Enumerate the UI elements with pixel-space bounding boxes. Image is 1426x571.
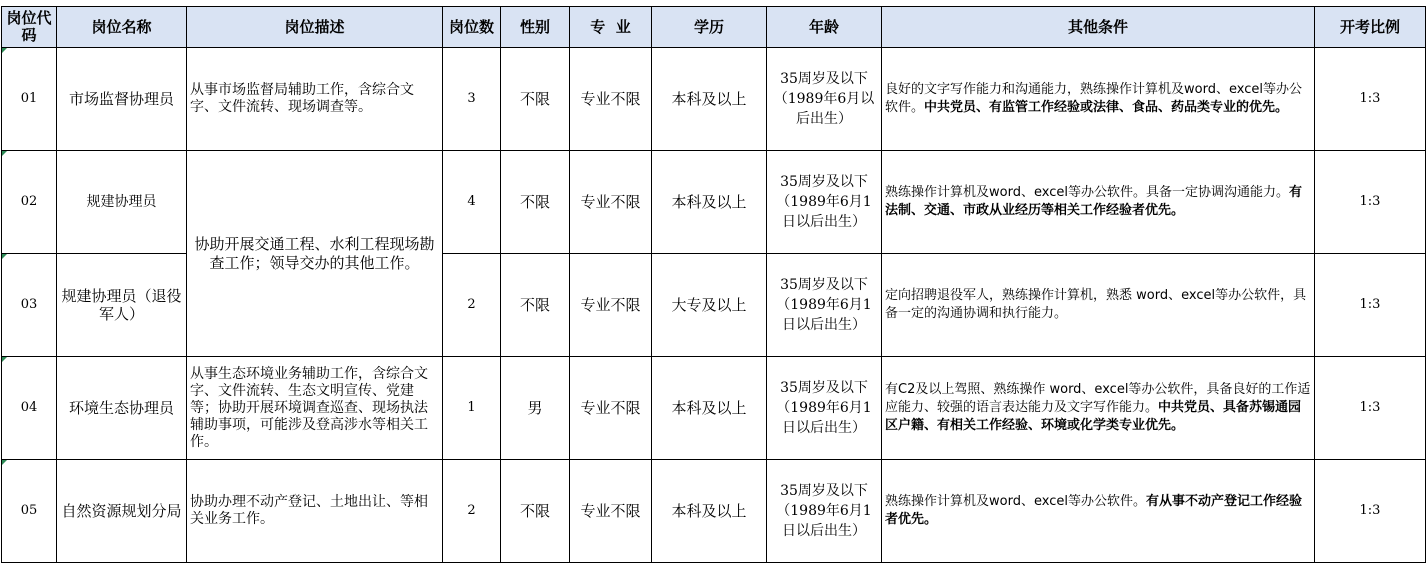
cell-major: 专业不限 <box>570 48 652 151</box>
cell-marker <box>2 151 7 156</box>
cell-desc-merged: 协助开展交通工程、水利工程现场勘查工作；领导交办的其他工作。 <box>187 151 443 357</box>
header-major: 专 业 <box>570 7 652 48</box>
table-row <box>2 48 1426 151</box>
header-row <box>2 7 1426 48</box>
cell-marker <box>2 48 7 53</box>
cell-edu: 大专及以上 <box>652 254 767 357</box>
other-normal: 熟练操作计算机及word、excel等办公软件。具备一定协调沟通能力。 <box>885 185 1289 200</box>
cell-other <box>882 48 1315 151</box>
cell-edu: 本科及以上 <box>652 460 767 563</box>
code-text: 03 <box>20 297 38 312</box>
cell-count: 1 <box>443 357 501 460</box>
cell-edu: 本科及以上 <box>652 151 767 254</box>
cell-gender: 不限 <box>501 48 570 151</box>
cell-marker <box>2 357 7 362</box>
code-text: 05 <box>20 503 38 518</box>
cell-name: 规建协理员 <box>57 151 187 254</box>
other-normal: 良好的文字写作能力和沟通能力，熟练操作计算机及word、excel等办公软件。 <box>885 82 1302 115</box>
code-text: 01 <box>20 91 38 106</box>
cell-major: 专业不限 <box>570 151 652 254</box>
header-count: 岗位数 <box>443 7 501 48</box>
cell-count: 4 <box>443 151 501 254</box>
table-row <box>2 357 1426 460</box>
cell-desc: 从事生态环境业务辅助工作，含综合文字、文件流转、生态文明宣传、党建等；协助开展环境调查巡查、现场执法辅助事项，可能涉及登高涉水等相关工作。 <box>187 357 443 460</box>
code-text: 02 <box>20 194 38 209</box>
other-normal: 有C2及以上驾照、熟练操作 word、excel等办公软件，具备良好的工作适应能力、较强的语言表达能力及文字写作能力。 <box>885 382 1311 415</box>
table-row <box>2 151 1426 254</box>
other-priority: 有法制、交通、市政从业经历等相关工作经验者优先。 <box>885 185 1302 218</box>
header-ratio: 开考比例 <box>1315 7 1426 48</box>
other-priority: 有从事不动产登记工作经验者优先。 <box>885 494 1302 527</box>
cell-age: 35周岁及以下（1989年6月1日以后出生） <box>767 460 882 563</box>
cell-edu: 本科及以上 <box>652 48 767 151</box>
code-text: 04 <box>20 400 38 415</box>
cell-code <box>2 254 57 357</box>
cell-name: 市场监督协理员 <box>57 48 187 151</box>
cell-age: 35周岁及以下（1989年6月1日以后出生） <box>767 357 882 460</box>
other-priority: 中共党员、具备苏锡通园区户籍、有相关工作经验、环境或化学类专业优先。 <box>885 400 1302 433</box>
cell-other <box>882 151 1315 254</box>
job-posting-table <box>1 6 1426 563</box>
cell-count: 2 <box>443 460 501 563</box>
cell-marker <box>2 254 7 259</box>
cell-ratio: 1:3 <box>1315 460 1426 563</box>
cell-code <box>2 357 57 460</box>
header-code: 岗位代码 <box>2 7 57 48</box>
header-name: 岗位名称 <box>57 7 187 48</box>
cell-desc: 协助办理不动产登记、土地出让、等相关业务工作。 <box>187 460 443 563</box>
cell-name: 规建协理员（退役军人） <box>57 254 187 357</box>
cell-ratio: 1:3 <box>1315 357 1426 460</box>
cell-marker <box>2 460 7 465</box>
header-age: 年龄 <box>767 7 882 48</box>
cell-edu: 本科及以上 <box>652 357 767 460</box>
header-other: 其他条件 <box>882 7 1315 48</box>
cell-gender: 不限 <box>501 460 570 563</box>
cell-gender: 男 <box>501 357 570 460</box>
cell-name: 环境生态协理员 <box>57 357 187 460</box>
header-desc: 岗位描述 <box>187 7 443 48</box>
cell-age: 35周岁及以下（1989年6月以后出生） <box>767 48 882 151</box>
table-row <box>2 460 1426 563</box>
header-edu: 学历 <box>652 7 767 48</box>
cell-code <box>2 151 57 254</box>
cell-count: 3 <box>443 48 501 151</box>
cell-major: 专业不限 <box>570 460 652 563</box>
cell-ratio: 1:3 <box>1315 151 1426 254</box>
cell-major: 专业不限 <box>570 357 652 460</box>
cell-code <box>2 460 57 563</box>
cell-name: 自然资源规划分局 <box>57 460 187 563</box>
cell-other <box>882 357 1315 460</box>
cell-ratio: 1:3 <box>1315 48 1426 151</box>
other-priority: 中共党员、有监管工作经验或法律、食品、药品类专业的优先。 <box>924 100 1289 115</box>
cell-gender: 不限 <box>501 151 570 254</box>
cell-major: 专业不限 <box>570 254 652 357</box>
other-normal: 熟练操作计算机及word、excel等办公软件。 <box>885 494 1146 509</box>
cell-count: 2 <box>443 254 501 357</box>
cell-other <box>882 460 1315 563</box>
cell-ratio: 1:3 <box>1315 254 1426 357</box>
cell-age: 35周岁及以下（1989年6月1日以后出生） <box>767 254 882 357</box>
cell-code <box>2 48 57 151</box>
cell-other <box>882 254 1315 357</box>
cell-age: 35周岁及以下（1989年6月1日以后出生） <box>767 151 882 254</box>
header-gender: 性别 <box>501 7 570 48</box>
cell-gender: 不限 <box>501 254 570 357</box>
other-normal: 定向招聘退役军人，熟练操作计算机，熟悉 word、excel等办公软件，具备一定的沟通协调和执行能力。 <box>885 288 1307 321</box>
cell-desc: 从事市场监督局辅助工作，含综合文字、文件流转、现场调查等。 <box>187 48 443 151</box>
